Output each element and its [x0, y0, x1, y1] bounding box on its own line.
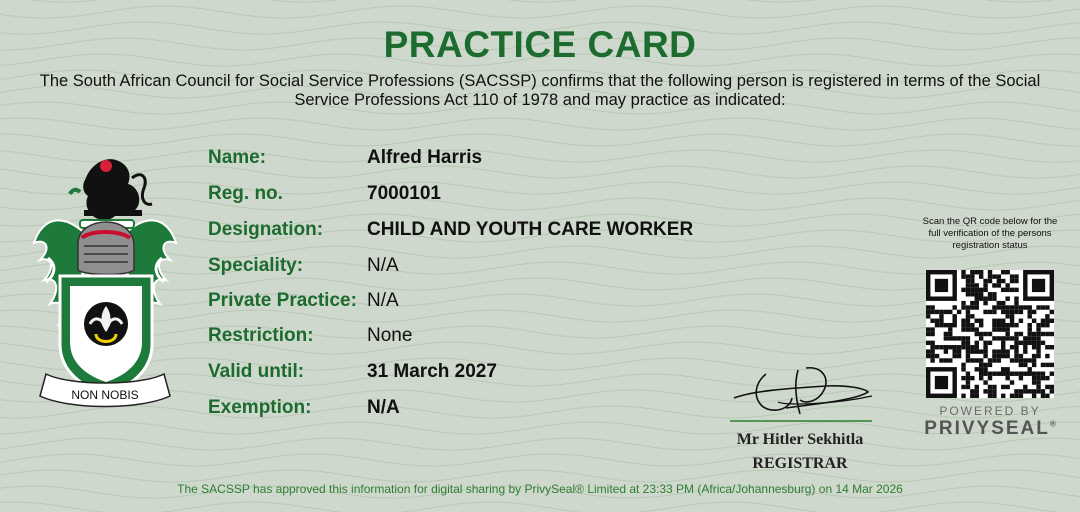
registered-mark: ® — [1049, 419, 1056, 429]
field-label: Reg. no. — [208, 183, 283, 204]
field-label: Speciality: — [208, 255, 304, 276]
field-value: N/A — [367, 397, 400, 418]
qr-instructions: Scan the QR code below for the full verification of the persons registration status — [922, 216, 1058, 251]
intro-text — [30, 72, 1050, 110]
field-label: Private Practice: — [208, 290, 357, 311]
privyseal-logo — [916, 418, 1064, 440]
footer-notice: The SACSSP has approved this information for digital sharing by PrivySeal® Limited at 23:33 PM (Africa/Johannesburg) on 14 Mar 2026 — [177, 482, 903, 496]
field-value: 7000101 — [367, 183, 441, 204]
field-label: Name: — [208, 147, 267, 168]
registrar-name: Mr Hitler Sekhitla — [736, 431, 864, 448]
field-value: Alfred Harris — [367, 147, 483, 168]
field-value: CHILD AND YOUTH CARE WORKER — [367, 219, 694, 240]
powered-by-label: POWERED BY — [939, 404, 1041, 418]
helmet-icon — [78, 222, 134, 275]
verification-qr-code[interactable] — [926, 270, 1054, 398]
field-label: Exemption: — [208, 397, 312, 418]
coat-of-arms — [24, 148, 186, 410]
field-label: Restriction: — [208, 325, 314, 346]
intro-line-2: Service Professions Act 110 of 1978 and may practice as indicated: — [294, 91, 786, 109]
privyseal-wordmark: PRIVYSEAL — [924, 418, 1050, 439]
registrar-signature — [726, 360, 876, 426]
field-value: None — [367, 325, 413, 346]
shield-icon — [60, 276, 152, 394]
intro-line-1: The South African Council for Social Service Professions (SACSSP) confirms that the following person is registered in terms of the Social — [39, 72, 1041, 90]
motto-text: NON NOBIS — [71, 388, 139, 402]
field-label: Valid until: — [208, 361, 305, 382]
registrar-title: REGISTRAR — [752, 455, 848, 472]
field-value: N/A — [367, 255, 399, 276]
field-value: 31 March 2027 — [367, 361, 497, 382]
field-value: N/A — [367, 290, 399, 311]
field-label: Designation: — [208, 219, 324, 240]
card-title: PRACTICE CARD — [383, 24, 697, 65]
lion-icon — [70, 159, 152, 220]
